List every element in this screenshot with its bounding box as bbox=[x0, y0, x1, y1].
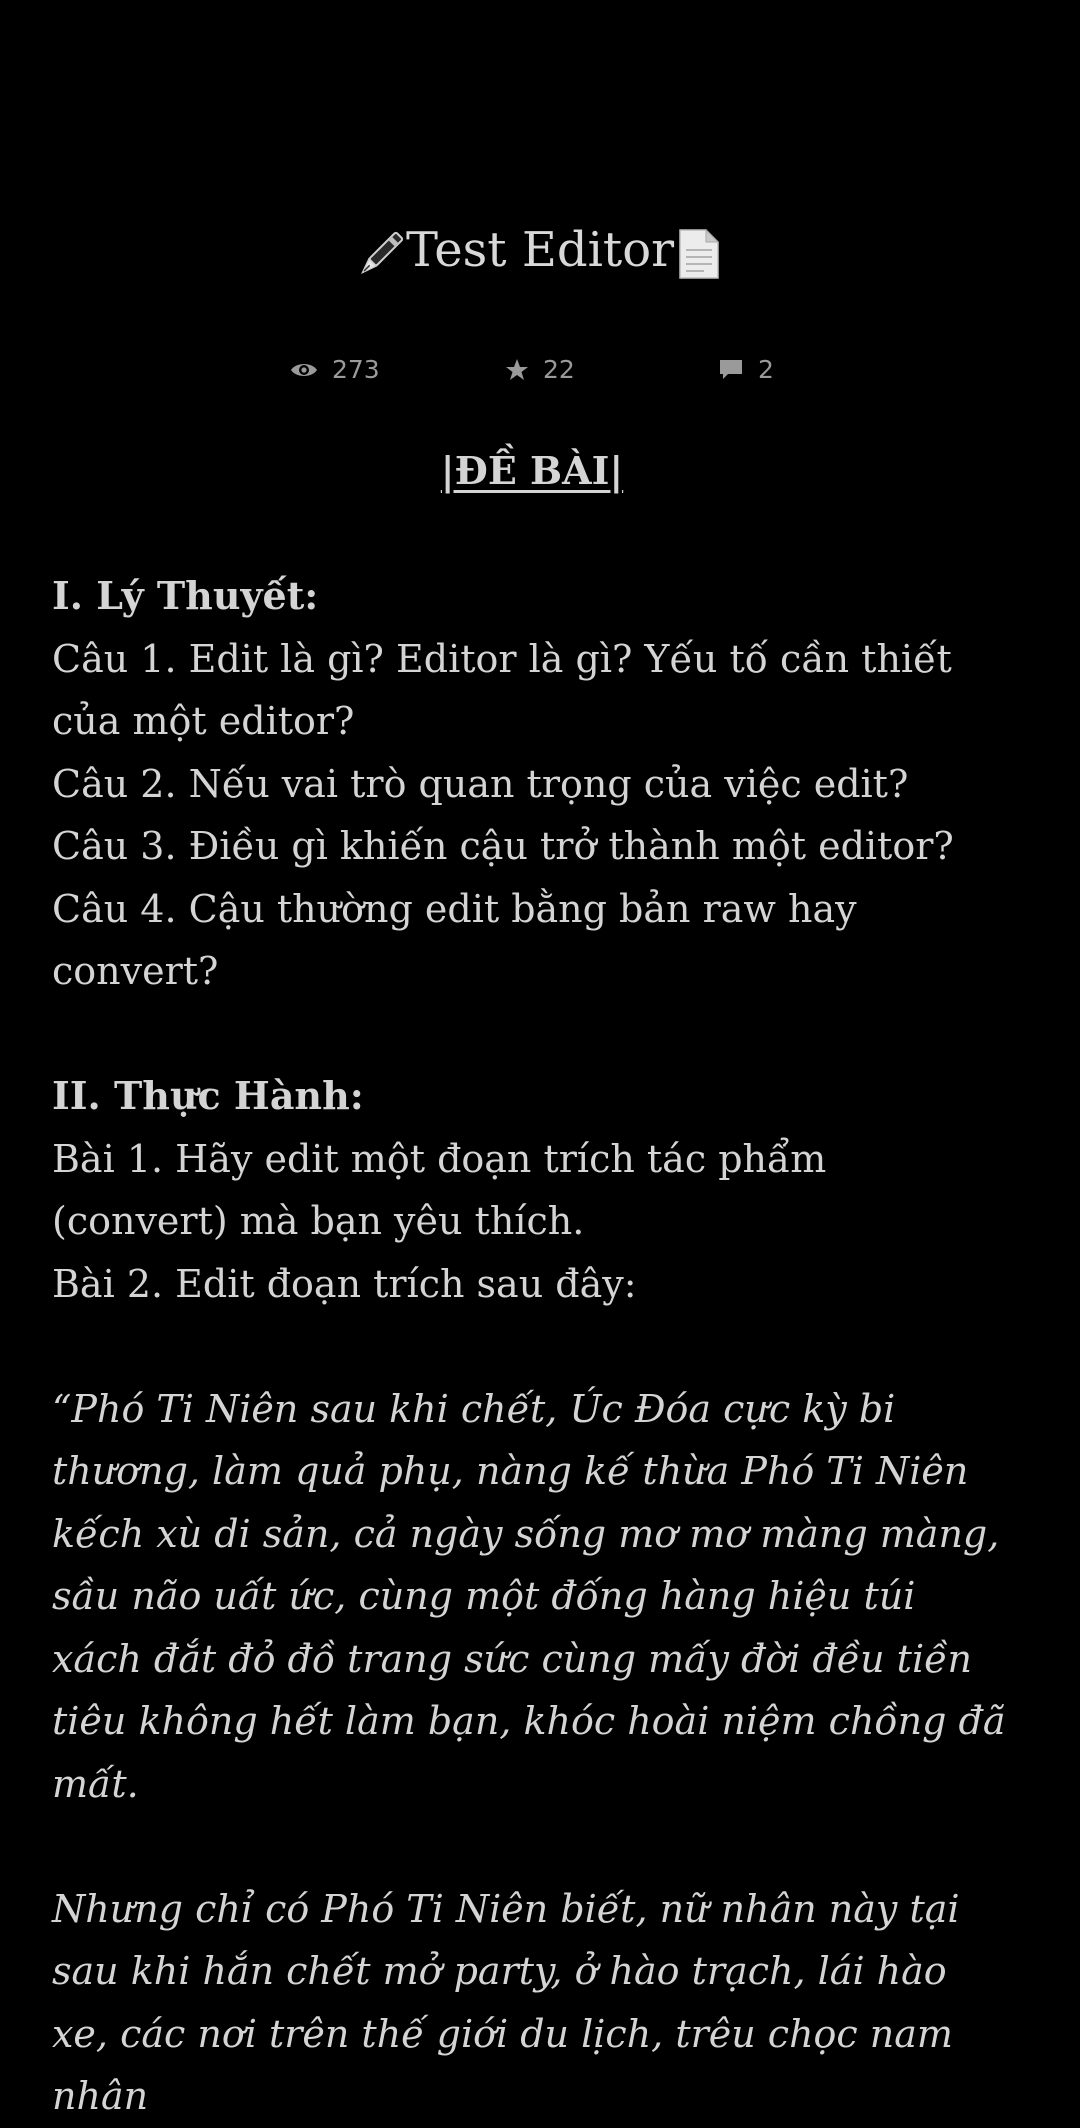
story-title: Test Editor bbox=[405, 222, 675, 278]
eye-icon bbox=[290, 360, 318, 380]
practice-task-2: Bài 2. Edit đoạn trích sau đây: bbox=[52, 1261, 637, 1306]
views-count: 273 bbox=[332, 355, 380, 384]
comments-stat bbox=[718, 352, 774, 388]
views-stat bbox=[290, 352, 380, 388]
practice-section-title: II. Thực Hành: bbox=[52, 1073, 364, 1118]
theory-question-4: Câu 4. Cậu thường edit bằng bản raw hay convert? bbox=[52, 886, 857, 993]
star-icon bbox=[505, 358, 529, 382]
story-title-row bbox=[0, 220, 1080, 282]
theory-question-3: Câu 3. Điều gì khiến cậu trở thành một editor? bbox=[52, 824, 954, 868]
votes-count: 22 bbox=[543, 355, 575, 384]
theory-section-title: I. Lý Thuyết: bbox=[52, 573, 319, 618]
theory-question-1: Câu 1. Edit là gì? Editor là gì? Yếu tố cần thiết của một editor? bbox=[52, 636, 952, 743]
theory-question-2: Câu 2. Nếu vai trò quan trọng của việc edit? bbox=[52, 761, 909, 806]
assignment-heading: |ĐỀ BÀI| bbox=[440, 448, 624, 493]
excerpt-paragraph-2: Nhưng chỉ có Phó Ti Niên biết, nữ nhân này tại sau khi hắn chết mở party, ở hào trạch, lái hào xe, các nơi trên thế giới du lịch, trêu chọc nam nhân bbox=[52, 1886, 960, 2118]
story-stats bbox=[0, 352, 1080, 388]
document-icon bbox=[674, 226, 724, 282]
comment-icon bbox=[718, 358, 744, 382]
excerpt-paragraph-1: “Phó Ti Niên sau khi chết, Úc Đóa cực kỳ bi thương, làm quả phụ, nàng kế thừa Phó Ti Niên kếch xù di sản, cả ngày sống mơ mơ màng màng, sầu não uất ức, cùng một đống hàng hiệu túi xách đắt đỏ đồ trang sức cùng mấy đời đều tiền tiêu không hết làm bạn, khóc hoài niệm chồng đã mất. bbox=[52, 1386, 1006, 1806]
comments-count: 2 bbox=[758, 355, 774, 384]
pen-icon bbox=[356, 226, 406, 282]
votes-stat bbox=[505, 352, 575, 388]
chapter-content bbox=[52, 440, 1012, 2128]
practice-task-1: Bài 1. Hãy edit một đoạn trích tác phẩm (convert) mà bạn yêu thích. bbox=[52, 1136, 827, 1243]
